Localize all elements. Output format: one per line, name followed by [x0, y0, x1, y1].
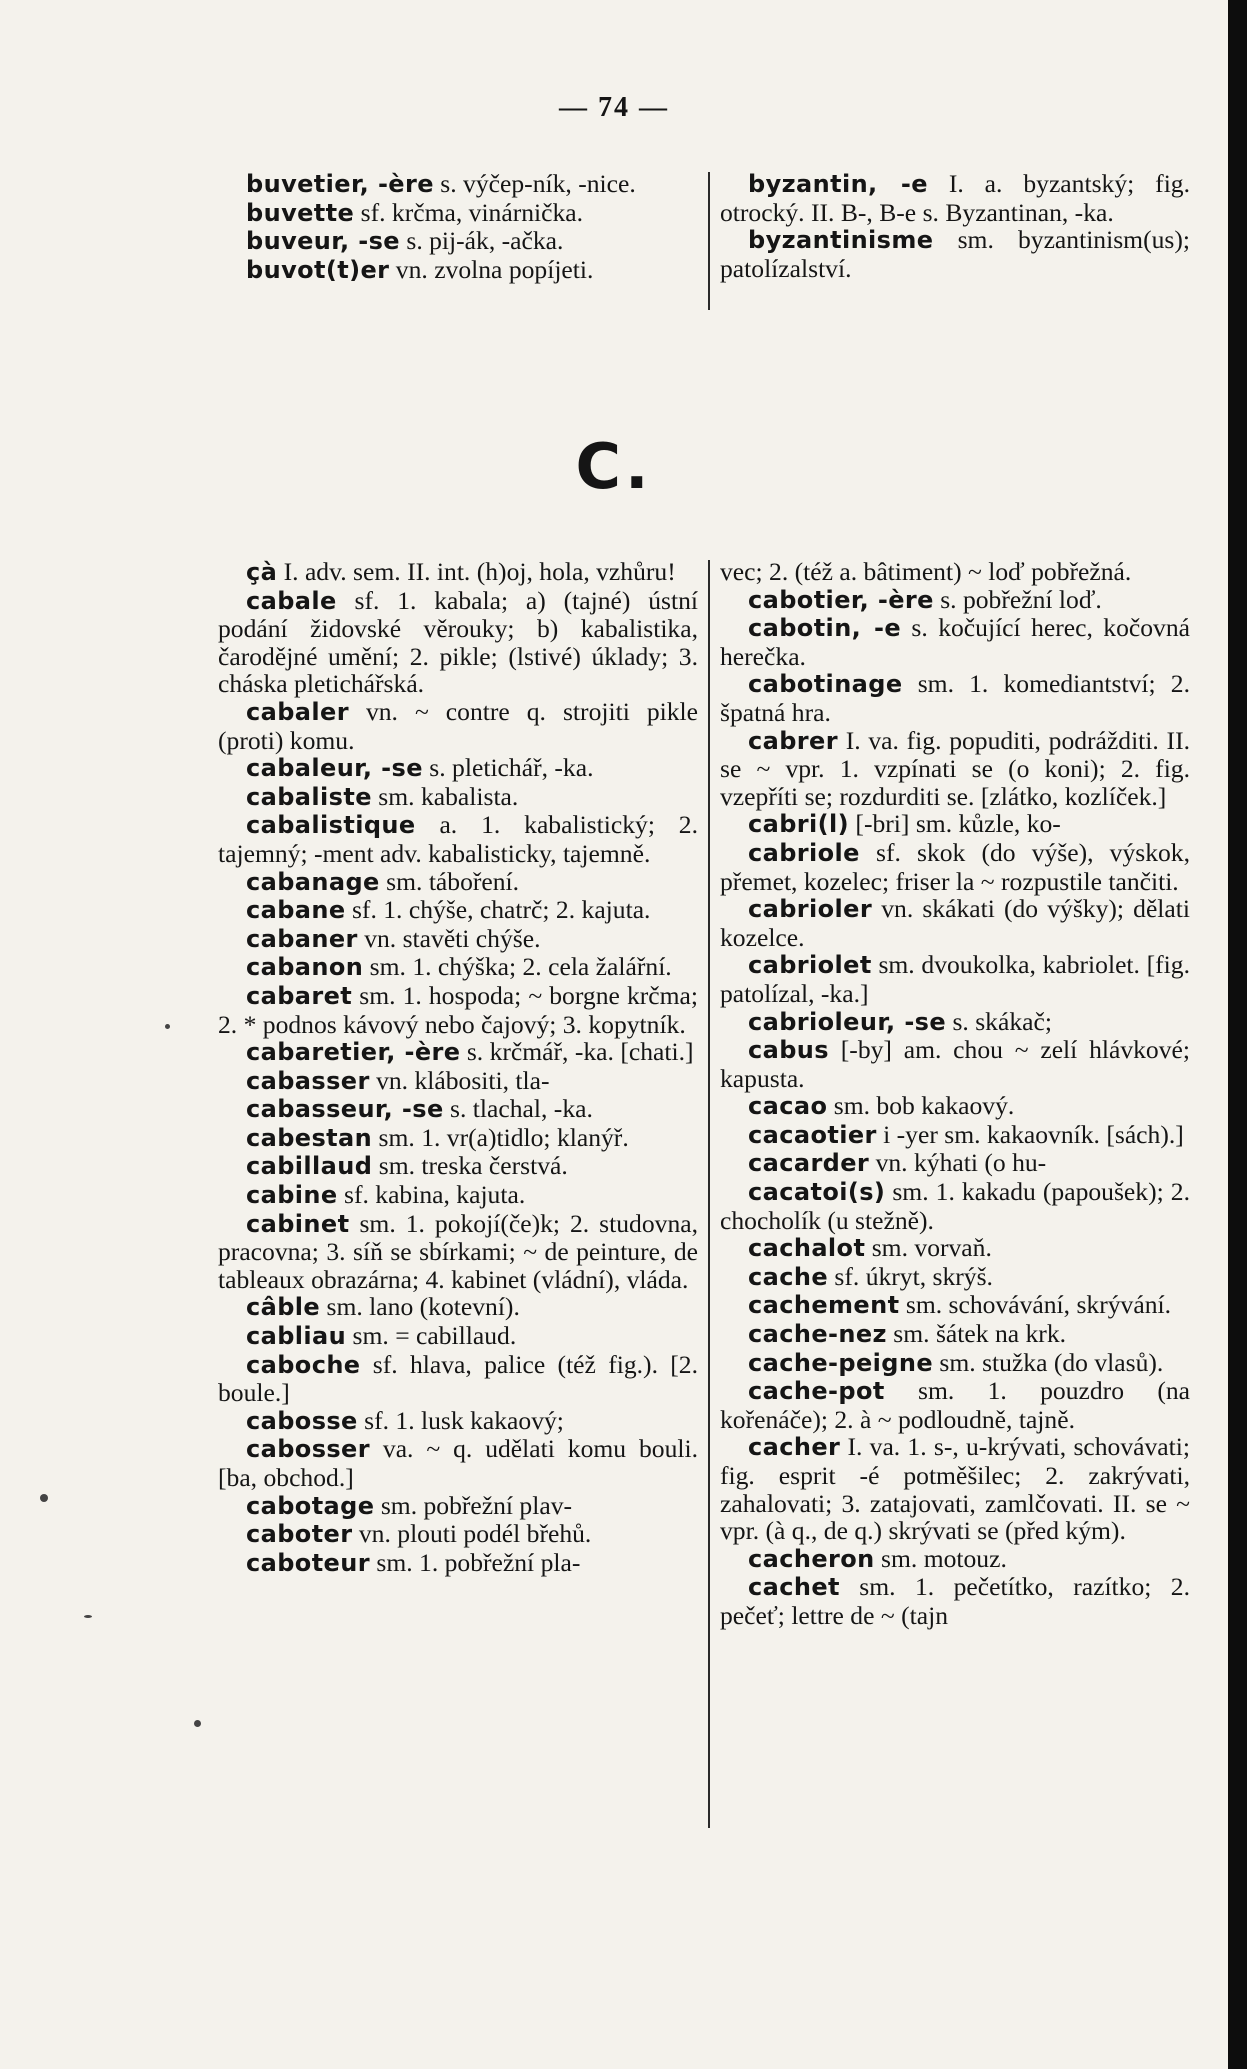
dictionary-entry — [720, 895, 1190, 951]
entry-headword: cabanage — [246, 867, 380, 896]
entry-headword: cacarder — [748, 1149, 870, 1178]
entry-definition: sm. 1. hospoda; ~ borgne krčma; 2. * podnos kávový nebo čajový; 3. kopytník. — [218, 980, 698, 1039]
entry-definition: sm. 1. vr(a)tidlo; klanýř. — [372, 1122, 629, 1152]
entry-definition: sm. šátek na krk. — [886, 1319, 1067, 1349]
entry-headword: cabus — [748, 1036, 829, 1065]
dictionary-entry — [218, 1322, 698, 1351]
entry-headword: cache-peigne — [748, 1348, 933, 1377]
dictionary-entry — [720, 1573, 1190, 1629]
entry-headword: cachalot — [748, 1234, 866, 1263]
entry-definition: sm. 1. komediantství; 2. špatná hra. — [720, 669, 1190, 727]
entry-definition: I. va. fig. popuditi, podrážditi. II. se ~ vpr. 1. vzpínati se (o koni); 2. fig. vzepříti se; rozdurditi se. [zlátko, kozlíček.] — [720, 725, 1190, 811]
dictionary-entry — [218, 1152, 698, 1181]
entry-headword: cachement — [748, 1291, 900, 1320]
entry-definition: sm. vorvaň. — [865, 1233, 992, 1263]
entry-headword: cabasseur, -se — [246, 1095, 444, 1124]
dictionary-entry — [218, 1293, 698, 1322]
entry-headword: buvette — [246, 198, 355, 227]
entry-definition: s. kočující herec, kočovná herečka. — [720, 613, 1190, 671]
page-number: — 74 — — [559, 92, 669, 123]
dictionary-entry — [720, 226, 1190, 282]
entry-headword: cabosser — [246, 1435, 370, 1464]
entry-headword: cabalistique — [246, 811, 416, 840]
entry-definition: sm. 1. pouzdro (na kořenáče); 2. à ~ podloudně, tajně. — [720, 1376, 1190, 1434]
entry-definition: i -yer sm. kakaovník. [sách).] — [876, 1119, 1184, 1149]
entry-definition: sf. úkryt, skrýš. — [828, 1261, 993, 1291]
entry-headword: buveur, -se — [246, 227, 400, 256]
entry-definition: sm. kabalista. — [371, 781, 519, 811]
dictionary-entry — [218, 558, 698, 587]
dictionary-entry — [720, 1320, 1190, 1349]
dictionary-entry — [720, 1036, 1190, 1092]
dictionary-entry — [218, 698, 698, 754]
dictionary-entry — [218, 1124, 698, 1153]
dictionary-entry — [720, 614, 1190, 670]
entry-definition: vn. skákati (do výšky); dělati kozelce. — [720, 894, 1190, 952]
entry-definition: sm. byzantinism(us); patolízalství. — [720, 225, 1190, 283]
entry-headword: cache — [748, 1262, 829, 1291]
dictionary-entry — [218, 811, 698, 867]
print-speck — [84, 1615, 92, 1618]
print-speck — [194, 1720, 201, 1727]
dictionary-entry — [720, 1234, 1190, 1263]
entry-definition: vec; 2. (též a. bâtiment) ~ loď pobřežná. — [720, 557, 1132, 586]
entry-definition: vn. kýhati (o hu- — [869, 1148, 1047, 1178]
entry-headword: cabaner — [246, 924, 358, 953]
right-column — [720, 558, 1190, 1630]
dictionary-entry — [720, 1149, 1190, 1178]
dictionary-entry — [218, 1351, 698, 1407]
entry-definition: vn. plouti podél břehů. — [352, 1519, 592, 1549]
print-speck — [165, 1024, 170, 1029]
entry-headword: câble — [246, 1293, 321, 1322]
entry-headword: caboche — [246, 1350, 361, 1379]
entry-definition: sm. 1. kakadu (papoušek); 2. chocholík (u stežně). — [720, 1177, 1190, 1235]
entry-definition: sm. bob kakaový. — [827, 1091, 1015, 1121]
dictionary-entry — [720, 1092, 1190, 1121]
entry-headword: cabrer — [748, 726, 838, 755]
print-speck — [40, 1494, 48, 1502]
entry-definition: I. adv. sem. II. int. (h)oj, hola, vzhůru! — [277, 557, 676, 586]
dictionary-entry — [720, 1178, 1190, 1234]
entry-definition: s. tlachal, -ka. — [443, 1094, 593, 1124]
section-letter: C. — [575, 430, 653, 503]
entry-definition: s. výčep-ník, -nice. — [433, 169, 636, 198]
entry-headword: cabillaud — [246, 1152, 373, 1181]
dictionary-entry — [218, 1210, 698, 1294]
entry-headword: cabaret — [246, 981, 353, 1010]
entry-headword: cabrioler — [748, 895, 873, 924]
dictionary-entry — [720, 1263, 1190, 1292]
dictionary-entry — [218, 896, 698, 925]
entry-headword: caboteur — [246, 1548, 370, 1577]
entry-definition: sf. hlava, palice (též fig.). [2. boule.] — [218, 1349, 698, 1408]
entry-headword: cache-pot — [748, 1377, 885, 1406]
dictionary-entry — [720, 1545, 1190, 1574]
entry-definition: sm. 1. pokojí(če)k; 2. studovna, pracovna; 3. síň se sbírkami; ~ de peinture, de tableaux obrazárna; 4. kabinet (vládní), vláda. — [218, 1208, 698, 1294]
entry-headword: buvot(t)er — [246, 255, 390, 284]
dictionary-entry — [218, 1095, 698, 1124]
dictionary-entry — [218, 227, 698, 256]
entry-definition: vn. stavěti chýše. — [357, 923, 541, 953]
entry-headword: çà — [246, 558, 278, 586]
dictionary-entry — [218, 953, 698, 982]
entry-definition: s. pij-ák, -ačka. — [399, 226, 564, 256]
entry-definition: sm. 1. pobřežní pla- — [369, 1547, 581, 1577]
entry-definition: I. a. byzantský; fig. otrocký. II. B-, B-e s. Byzantinan, -ka. — [720, 169, 1190, 227]
entry-headword: cabine — [246, 1181, 338, 1210]
entry-definition: vn. ~ contre q. strojiti pikle (proti) komu. — [218, 696, 698, 755]
entry-headword: cabriolet — [748, 951, 872, 980]
entry-headword: cabriole — [748, 838, 860, 867]
entry-definition: sm. = cabillaud. — [346, 1321, 517, 1351]
entry-headword: cabanon — [246, 953, 364, 982]
entry-headword: cache-nez — [748, 1320, 887, 1349]
dictionary-entry — [218, 1181, 698, 1210]
entry-definition: sf. skok (do výše), výskok, přemet, kozelec; friser la ~ rozpustile tančiti. — [720, 837, 1190, 896]
entry-definition: sm. treska čerstvá. — [372, 1151, 568, 1181]
dictionary-entry — [218, 587, 698, 698]
entry-headword: cabane — [246, 896, 346, 925]
entry-definition: sm. stužka (do vlasů). — [933, 1347, 1164, 1377]
dictionary-entry — [218, 925, 698, 954]
entry-headword: cabri(l) — [748, 810, 850, 839]
dictionary-entry — [218, 868, 698, 897]
entry-headword: cabosse — [246, 1406, 358, 1435]
entry-definition: vn. klábositi, tla- — [369, 1065, 550, 1095]
page-edge-shadow — [1228, 0, 1247, 2069]
entry-headword: cabaleur, -se — [246, 754, 423, 783]
top-left-column — [218, 170, 698, 284]
entry-headword: cabaliste — [246, 782, 372, 811]
dictionary-entry — [218, 256, 698, 285]
dictionary-entry — [720, 558, 1190, 586]
entry-headword: cabotin, -e — [748, 614, 902, 643]
entry-headword: cabliau — [246, 1322, 347, 1351]
entry-definition: sm. pobřežní plav- — [374, 1490, 573, 1520]
entry-headword: cabestan — [246, 1123, 373, 1152]
entry-headword: cabotage — [246, 1491, 375, 1520]
dictionary-entry — [218, 754, 698, 783]
entry-headword: cacao — [748, 1092, 828, 1121]
entry-definition: sm. schovávání, skrývání. — [899, 1290, 1172, 1320]
entry-headword: cachet — [748, 1573, 840, 1602]
dictionary-entry — [720, 951, 1190, 1007]
dictionary-entry — [720, 810, 1190, 839]
entry-definition: sm. lano (kotevní). — [320, 1292, 520, 1322]
dictionary-entry — [720, 1377, 1190, 1433]
entry-headword: cabotinage — [748, 670, 903, 699]
dictionary-entry — [218, 170, 698, 199]
entry-definition: s. pobřežní loď. — [933, 584, 1102, 614]
dictionary-entry — [720, 670, 1190, 726]
entry-definition: vn. zvolna popíjeti. — [389, 254, 594, 284]
entry-definition: sf. 1. chýše, chatrč; 2. kajuta. — [345, 895, 651, 925]
entry-headword: cacatoi(s) — [748, 1178, 886, 1207]
column-divider-top — [708, 172, 710, 310]
entry-headword: cacaotier — [748, 1120, 877, 1149]
top-right-column — [720, 170, 1190, 282]
entry-definition: sm. táboření. — [379, 866, 520, 896]
entry-headword: caboter — [246, 1520, 353, 1549]
entry-headword: buvetier, -ère — [246, 170, 434, 198]
dictionary-entry — [720, 727, 1190, 811]
dictionary-entry — [218, 199, 698, 228]
entry-definition: a. 1. kabalistický; 2. tajemný; -ment adv. kabalisticky, tajemně. — [218, 810, 698, 868]
dictionary-entry — [218, 1492, 698, 1521]
dictionary-entry — [218, 1067, 698, 1096]
dictionary-entry — [218, 783, 698, 812]
dictionary-entry — [218, 1435, 698, 1491]
entry-definition: sm. motouz. — [874, 1543, 1007, 1573]
dictionary-entry — [720, 170, 1190, 226]
entry-headword: cabotier, -ère — [748, 585, 934, 614]
entry-headword: cacheron — [748, 1544, 875, 1573]
entry-headword: cacher — [748, 1433, 841, 1462]
entry-definition: sf. 1. kabala; a) (tajné) ústní podání židovské věrouky; b) kabalistika, čarodějné umění; 2. pikle; (lstivé) úklady; 3. cháska pletichářská. — [218, 585, 698, 699]
dictionary-entry — [720, 1349, 1190, 1378]
dictionary-entry — [218, 982, 698, 1038]
entry-definition: [-bri] sm. kůzle, ko- — [849, 809, 1061, 839]
entry-definition: sf. 1. lusk kakaový; — [357, 1405, 564, 1435]
column-divider-main — [708, 560, 710, 1828]
dictionary-entry — [218, 1038, 698, 1067]
dictionary-entry — [720, 1433, 1190, 1544]
entry-headword: cabrioleur, -se — [748, 1007, 947, 1036]
dictionary-entry — [720, 1121, 1190, 1150]
entry-definition: [-by] am. chou ~ zelí hlávkové; kapusta. — [720, 1035, 1190, 1093]
entry-definition: sf. krčma, vinárnička. — [354, 197, 584, 227]
entry-definition: sm. 1. pečetítko, razítko; 2. pečeť; lettre de ~ (tajn — [720, 1572, 1190, 1630]
dictionary-entry — [720, 1291, 1190, 1320]
entry-definition: va. ~ q. udělati komu bouli. [ba, obchod.] — [218, 1434, 698, 1492]
dictionary-entry — [720, 1008, 1190, 1037]
dictionary-entry — [720, 839, 1190, 895]
entry-headword: cabaler — [246, 697, 349, 726]
dictionary-entry — [720, 586, 1190, 615]
entry-definition: s. pletichář, -ka. — [422, 753, 594, 783]
entry-definition: I. va. 1. s-, u-krývati, schovávati; fig. esprit -é potměšilec; 2. zakrývati, zahalovati; 3. zatajovati, zamlčovati. II. se ~ vpr. (à q., de q.) skrývati se (před kým). — [720, 1432, 1190, 1546]
entry-definition: sm. dvoukolka, kabriolet. [fig. patolízal, -ka.] — [720, 950, 1190, 1008]
dictionary-entry — [218, 1549, 698, 1578]
entry-definition: s. skákač; — [946, 1006, 1052, 1036]
left-column — [218, 558, 698, 1577]
dictionary-entry — [218, 1407, 698, 1436]
dictionary-entry — [218, 1520, 698, 1549]
entry-headword: cabasser — [246, 1066, 370, 1095]
entry-definition: sm. 1. chýška; 2. cela žalářní. — [363, 952, 672, 982]
entry-headword: cabale — [246, 586, 337, 615]
entry-headword: byzantin, -e — [748, 170, 928, 198]
entry-definition: sf. kabina, kajuta. — [337, 1180, 526, 1210]
entry-headword: cabinet — [246, 1209, 350, 1238]
entry-definition: s. krčmář, -ka. [chati.] — [460, 1037, 694, 1067]
entry-headword: cabaretier, -ère — [246, 1038, 461, 1067]
entry-headword: byzantinisme — [748, 226, 934, 255]
